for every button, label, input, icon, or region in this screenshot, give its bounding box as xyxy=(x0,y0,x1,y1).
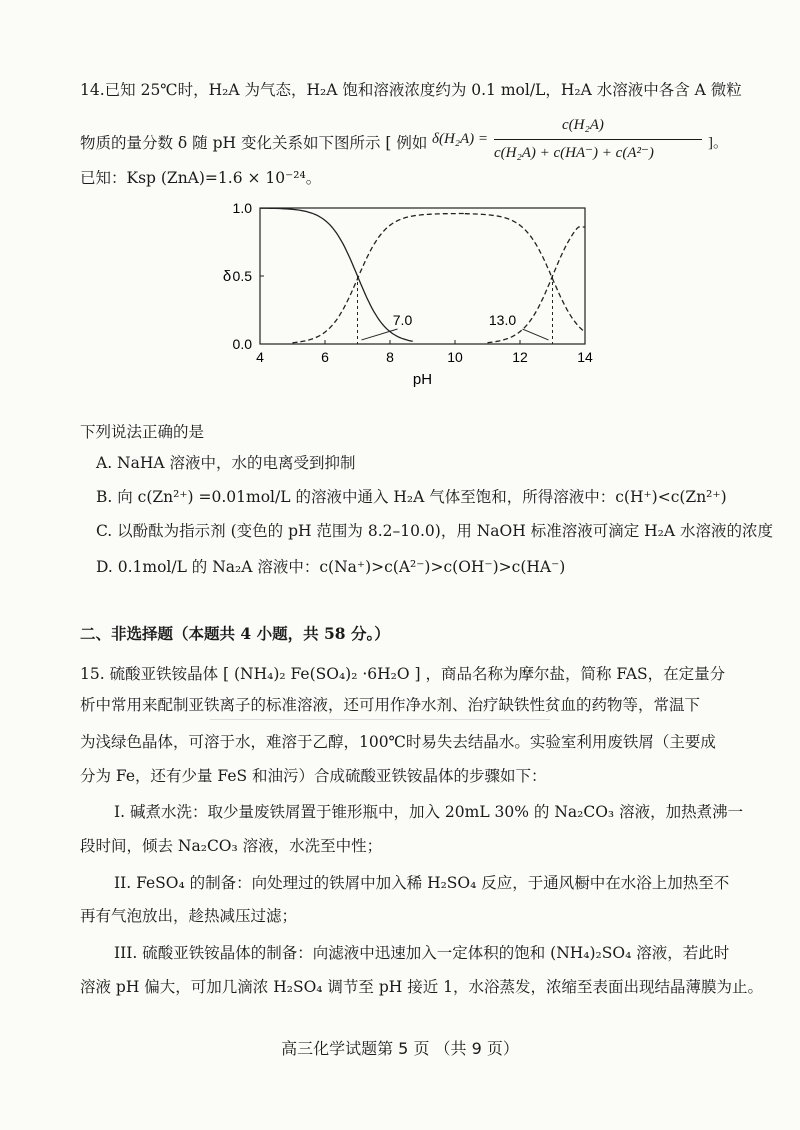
annotation-arrow xyxy=(362,329,398,340)
step3-line2: 溶液 pH 偏大，可加几滴浓 H₂SO₄ 调节至 pH 接近 1，水浴蒸发，浓缩至表面出现结晶薄膜为止。 xyxy=(80,978,764,996)
series-line-3 xyxy=(465,214,585,332)
q14-intro-line1: 14.已知 25℃时，H₂A 为气态，H₂A 饱和溶液浓度约为 0.1 mol/L，H₂A 水溶液中各含 A 微粒 xyxy=(80,81,742,99)
annotation-label: 13.0 xyxy=(488,311,517,328)
formula-lhs: δ(H₂A) = xyxy=(432,131,489,147)
series-line-1 xyxy=(260,208,413,341)
q15-line3: 为浅绿色晶体，可溶于水，难溶于乙醇，100℃时易失去结晶水。实验室利用废铁屑（主要成 xyxy=(80,733,716,751)
annotation-arrow xyxy=(523,329,549,340)
section-2-title: 二、非选择题（本题共 4 小题，共 58 分。） xyxy=(80,624,390,643)
step2-line1: II. FeSO₄ 的制备：向处理过的铁屑中加入稀 H₂SO₄ 反应，于通风橱中在水浴上加热至不 xyxy=(114,874,730,892)
question-prompt: 下列说法正确的是 xyxy=(80,423,205,441)
option-a: A. NaHA 溶液中，水的电离受到抑制 xyxy=(96,454,356,472)
y-tick-label: 1.0 xyxy=(232,200,252,216)
x-axis-label: pH xyxy=(412,371,433,388)
q15-line1: 15. 硫酸亚铁铵晶体 [ (NH₄)₂ Fe(SO₄)₂ ·6H₂O ] ，商品名称为摩尔盐，简称 FAS，在定量分 xyxy=(80,665,726,683)
formula-numerator: c(H₂A) xyxy=(562,117,604,133)
q15-line2: 析中常用来配制亚铁离子的标准溶液，还可用作净水剂、治疗缺铁性贫血的药物等，常温下 xyxy=(80,696,701,714)
step1-line1: I. 碱煮水洗：取少量废铁屑置于锥形瓶中，加入 20mL 30% 的 Na₂CO₃ 溶液，加热煮沸一 xyxy=(114,803,744,821)
ksp-line: 已知：Ksp (ZnA)=1.6 × 10⁻²⁴。 xyxy=(80,169,322,187)
y-tick-label: 0.5 xyxy=(232,268,252,284)
x-tick-label: 8 xyxy=(386,349,394,365)
delta-ph-chart xyxy=(215,198,600,398)
step3-line1: III. 硫酸亚铁铵晶体的制备：向滤液中迅速加入一定体积的饱和 (NH₄)₂SO₄ 溶液，若此时 xyxy=(114,944,730,962)
x-tick-label: 14 xyxy=(577,349,593,365)
x-tick-label: 4 xyxy=(256,349,264,365)
y-axis-label: δ xyxy=(222,268,232,285)
plot-frame xyxy=(260,208,585,344)
annotation-label: 7.0 xyxy=(392,311,413,328)
x-tick-label: 6 xyxy=(321,349,329,365)
option-b: B. 向 c(Zn²⁺) =0.01mol/L 的溶液中通入 H₂A 气体至饱和，所得溶液中：c(H⁺)<c(Zn²⁺) xyxy=(96,488,727,506)
q14-intro-line2: 物质的量分数 δ 随 pH 变化关系如下图所示 [ 例如 xyxy=(80,134,428,152)
x-tick-label: 12 xyxy=(512,349,528,365)
q15-line4: 分为 Fe，还有少量 FeS 和油污）合成硫酸亚铁铵晶体的步骤如下： xyxy=(80,767,547,785)
scan-mark xyxy=(210,719,550,720)
step2-line2: 再有气泡放出，趁热减压过滤； xyxy=(80,907,298,925)
page-footer: 高三化学试题第 5 页 （共 9 页） xyxy=(281,1039,519,1058)
step1-line2: 段时间，倾去 Na₂CO₃ 溶液，水洗至中性； xyxy=(80,837,383,855)
x-tick-label: 10 xyxy=(447,349,463,365)
fraction-bar xyxy=(494,139,702,140)
option-c: C. 以酚酞为指示剂 (变色的 pH 范围为 8.2–10.0)，用 NaOH 标准溶液可滴定 H₂A 水溶液的浓度 xyxy=(96,522,773,540)
formula-denominator: c(H₂A) + c(HA⁻) + c(A²⁻) xyxy=(494,145,654,161)
y-tick-label: 0.0 xyxy=(232,336,252,352)
formula-end: ]。 xyxy=(708,135,728,151)
series-line-2 xyxy=(293,214,465,343)
option-d: D. 0.1mol/L 的 Na₂A 溶液中：c(Na⁺)>c(A²⁻)>c(OH⁻)>c(HA⁻) xyxy=(96,558,566,576)
